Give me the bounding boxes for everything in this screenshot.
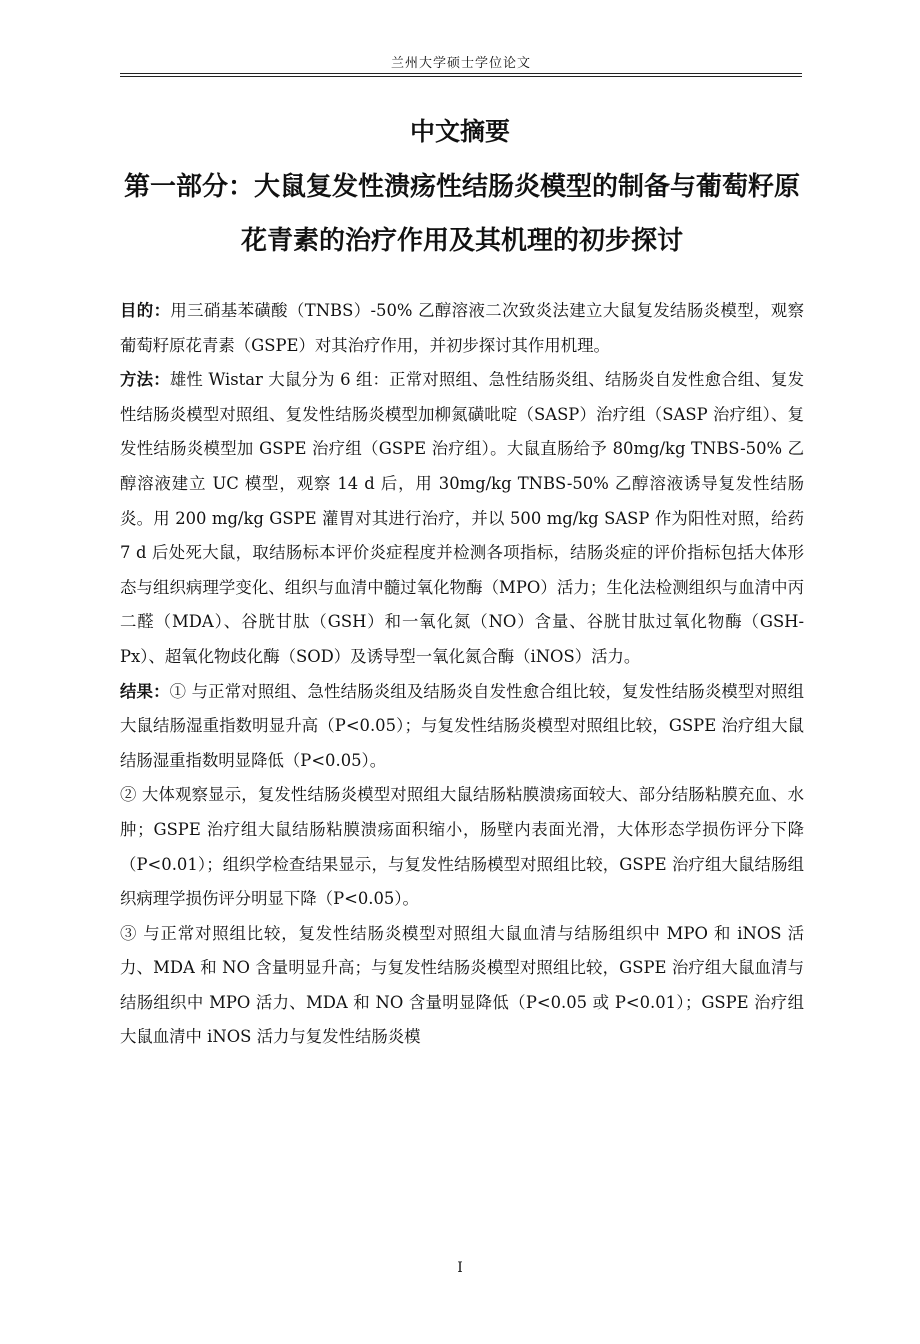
header-rule-thin <box>120 76 802 77</box>
header-rule <box>120 73 802 74</box>
objective-label: 目的： <box>120 301 171 320</box>
page-number: I <box>457 1260 463 1276</box>
results-text-1: ① 与正常对照组、急性结肠炎组及结肠炎自发性愈合组比较，复发性结肠炎模型对照组大鼠结肠湿重指数明显升高（P<0.05）；与复发性结肠炎模型对照组比较，GSPE 治疗组大鼠结肠湿重指数明显降低（P<0.05）。 <box>120 681 804 770</box>
abstract-body <box>120 294 804 1055</box>
results-paragraph-3: ③ 与正常对照组比较，复发性结肠炎模型对照组大鼠血清与结肠组织中 MPO 和 iNOS 活力、MDA 和 NO 含量明显升高；与复发性结肠炎模型对照组比较，GSPE 治疗组大鼠血清与结肠组织中 MPO 活力、MDA 和 NO 含量明显降低（P<0.05 或 P<0.01）；GSPE 治疗组大鼠血清中 iNOS 活力与复发性结肠炎模 <box>120 923 804 1047</box>
methods-text: 雄性 Wistar 大鼠分为 6 组：正常对照组、急性结肠炎组、结肠炎自发性愈合组、复发性结肠炎模型对照组、复发性结肠炎模型加柳氮磺吡啶（SASP）治疗组（SASP 治疗组）、复发性结肠炎模型加 GSPE 治疗组（GSPE 治疗组）。大鼠直肠给予 80mg/kg TNBS-50% 乙醇溶液建立 UC 模型，观察 14 d 后，用 30mg/kg TNBS-50% 乙醇溶液诱导复发性结肠炎。用 200 mg/kg GSPE 灌胃对其进行治疗，并以 500 mg/kg SASP 作为阳性对照，给药 7 d 后处死大鼠，取结肠标本评价炎症程度并检测各项指标，结肠炎症的评价指标包括大体形态与组织病理学变化、组织与血清中髓过氧化物酶（MPO）活力；生化法检测组织与血清中丙二醛（MDA）、谷胱甘肽（GSH）和一氧化氮（NO）含量、谷胱甘肽过氧化物酶（GSH-Px）、超氧化物歧化酶（SOD）及诱导型一氧化氮合酶（iNOS）活力。 <box>120 370 804 666</box>
results-label: 结果： <box>120 681 170 701</box>
results-paragraph-1 <box>120 675 804 779</box>
objective-text: 用三硝基苯磺酸（TNBS）-50% 乙醇溶液二次致炎法建立大鼠复发结肠炎模型，观察葡萄籽原花青素（GSPE）对其治疗作用，并初步探讨其作用机理。 <box>120 301 804 355</box>
objective-paragraph <box>120 294 804 363</box>
methods-paragraph <box>120 363 804 674</box>
methods-label: 方法： <box>120 370 170 390</box>
running-header: 兰州大学硕士学位论文 <box>390 56 531 71</box>
part-title: 第一部分：大鼠复发性溃疡性结肠炎模型的制备与葡萄籽原花青素的治疗作用及其机理的初步探讨 <box>123 172 800 256</box>
abstract-heading: 中文摘要 <box>409 117 510 146</box>
results-paragraph-2: ② 大体观察显示，复发性结肠炎模型对照组大鼠结肠粘膜溃疡面较大、部分结肠粘膜充血、水肿；GSPE 治疗组大鼠结肠粘膜溃疡面积缩小，肠壁内表面光滑，大体形态学损伤评分下降（P<0.01）；组织学检查结果显示，与复发性结肠模型对照组比较，GSPE 治疗组大鼠结肠组织病理学损伤评分明显下降（P<0.05）。 <box>120 785 804 909</box>
